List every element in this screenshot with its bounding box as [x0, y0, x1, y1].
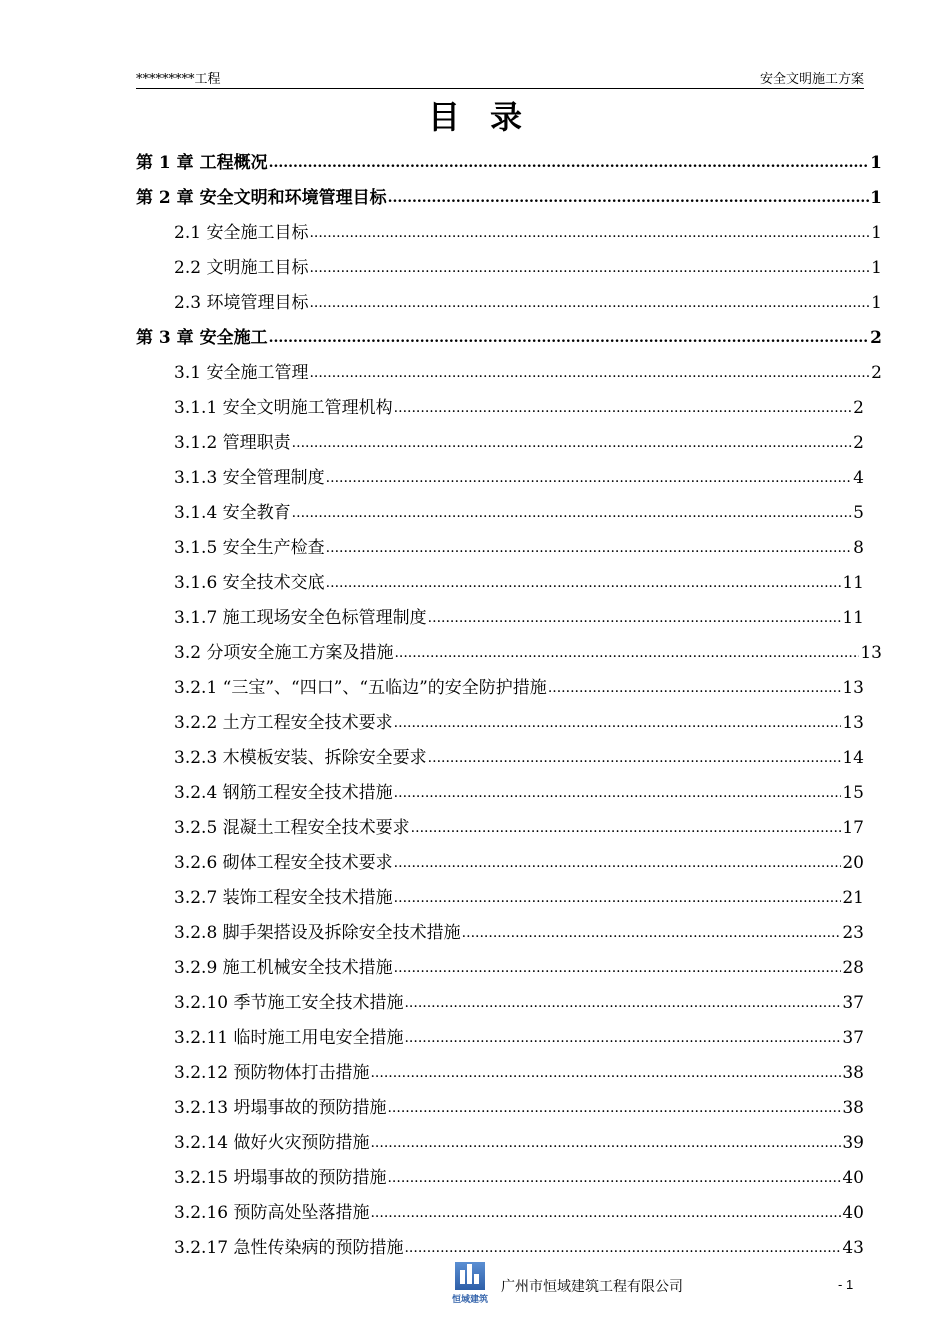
header-project-name: *********工程 [136, 72, 221, 87]
toc-dot-leader [326, 468, 853, 488]
page-footer [0, 1262, 950, 1312]
toc-entry[interactable] [136, 149, 882, 173]
toc-dot-leader [269, 328, 870, 348]
toc-entry-page: 17 [842, 818, 864, 838]
toc-dot-leader [326, 538, 853, 558]
toc-entry-page: 1 [871, 223, 882, 243]
toc-entry[interactable] [136, 324, 882, 348]
toc-dot-leader [370, 1203, 841, 1223]
toc-entry-label: 3.1.6 安全技术交底 [174, 573, 325, 593]
toc-entry-label: 3.2.7 装饰工程安全技术措施 [174, 888, 393, 908]
toc-entry[interactable] [174, 534, 864, 558]
company-name: 广州市恒域建筑工程有限公司 [501, 1279, 683, 1295]
toc-entry[interactable] [174, 1129, 864, 1153]
toc-entry-page: 2 [870, 328, 882, 348]
toc-dot-leader [394, 398, 853, 418]
toc-dot-leader [394, 783, 842, 803]
toc-entry[interactable] [174, 709, 864, 733]
toc-entry-page: 13 [842, 713, 864, 733]
toc-dot-leader [411, 818, 842, 838]
logo-text: 恒域建筑 [452, 1295, 489, 1305]
toc-entry[interactable] [174, 779, 864, 803]
toc-entry-label: 3.2.17 急性传染病的预防措施 [174, 1238, 404, 1258]
toc-entry[interactable] [174, 639, 882, 663]
toc-entry-page: 13 [842, 678, 864, 698]
toc-entry-page: 14 [842, 748, 864, 768]
toc-entry-page: 23 [842, 923, 864, 943]
header-document-title: 安全文明施工方案 [759, 72, 864, 87]
toc-entry-page: 20 [842, 853, 864, 873]
toc-entry-page: 28 [842, 958, 864, 978]
toc-entry-page: 13 [860, 643, 882, 663]
toc-entry-label: 2.3 环境管理目标 [174, 293, 309, 313]
toc-entry[interactable] [174, 814, 864, 838]
toc-dot-leader [428, 748, 842, 768]
toc-entry-page: 2 [853, 433, 864, 453]
toc-entry-label: 3.2.9 施工机械安全技术措施 [174, 958, 393, 978]
toc-entry-label: 3.2.4 钢筋工程安全技术措施 [174, 783, 393, 803]
toc-entry[interactable] [174, 254, 882, 278]
toc-entry-label: 3.2.14 做好火灾预防措施 [174, 1133, 370, 1153]
toc-entry-label: 3.2 分项安全施工方案及措施 [174, 643, 394, 663]
toc-entry[interactable] [174, 499, 864, 523]
toc-entry-label: 3.2.1 “三宝”、“四口”、“五临边”的安全防护措施 [174, 678, 547, 698]
toc-dot-leader [394, 643, 859, 663]
toc-entry[interactable] [174, 1094, 864, 1118]
toc-entry-page: 4 [853, 468, 864, 488]
toc-entry[interactable] [174, 1199, 864, 1223]
toc-entry-label: 3.2.16 预防高处坠落措施 [174, 1203, 370, 1223]
toc-entry[interactable] [174, 674, 864, 698]
toc-entry-page: 37 [842, 1028, 864, 1048]
toc-entry-label: 3.1.2 管理职责 [174, 433, 291, 453]
page-number: - 1 [838, 1277, 854, 1292]
toc-dot-leader [462, 923, 842, 943]
toc-entry-label: 3.2.6 砌体工程安全技术要求 [174, 853, 393, 873]
toc-dot-leader [404, 1028, 841, 1048]
toc-entry[interactable] [174, 1234, 864, 1258]
toc-entry-page: 38 [842, 1063, 864, 1083]
toc-entry[interactable] [174, 989, 864, 1013]
toc-dot-leader [388, 188, 870, 208]
toc-entry[interactable] [174, 1164, 864, 1188]
toc-entry[interactable] [174, 1059, 864, 1083]
toc-entry-label: 第 2 章 安全文明和环境管理目标 [136, 188, 387, 208]
page-header [136, 68, 864, 89]
toc-dot-leader [309, 363, 870, 383]
toc-entry[interactable] [174, 604, 864, 628]
toc-entry-label: 3.2.13 坍塌事故的预防措施 [174, 1098, 387, 1118]
toc-entry-label: 第 1 章 工程概况 [136, 153, 268, 173]
toc-entry[interactable] [174, 289, 882, 313]
toc-entry[interactable] [174, 429, 864, 453]
toc-entry-page: 2 [853, 398, 864, 418]
toc-dot-leader [269, 153, 870, 173]
toc-entry-page: 1 [871, 293, 882, 313]
toc-entry[interactable] [174, 744, 864, 768]
toc-dot-leader [309, 258, 870, 278]
toc-entry-label: 3.2.15 坍塌事故的预防措施 [174, 1168, 387, 1188]
toc-dot-leader [309, 293, 870, 313]
toc-dot-leader [370, 1063, 841, 1083]
toc-entry-page: 1 [871, 258, 882, 278]
toc-entry-page: 39 [842, 1133, 864, 1153]
toc-entry-label: 3.2.3 木模板安装、拆除安全要求 [174, 748, 427, 768]
toc-dot-leader [387, 1168, 841, 1188]
toc-entry-label: 3.2.10 季节施工安全技术措施 [174, 993, 404, 1013]
toc-entry[interactable] [174, 464, 864, 488]
toc-entry-page: 2 [871, 363, 882, 383]
toc-entry-label: 3.1.5 安全生产检查 [174, 538, 325, 558]
page-title: 目录 [427, 98, 552, 136]
toc-entry-page: 1 [870, 188, 882, 208]
toc-dot-leader [394, 888, 842, 908]
toc-entry-label: 3.2.12 预防物体打击措施 [174, 1063, 370, 1083]
toc-entry-label: 2.2 文明施工目标 [174, 258, 309, 278]
toc-entry-page: 40 [842, 1168, 864, 1188]
toc-entry-page: 21 [842, 888, 864, 908]
toc-entry-page: 43 [842, 1238, 864, 1258]
toc-entry-label: 3.1.4 安全教育 [174, 503, 291, 523]
toc-entry-label: 3.1.7 施工现场安全色标管理制度 [174, 608, 427, 628]
toc-entry-label: 3.2.8 脚手架搭设及拆除安全技术措施 [174, 923, 461, 943]
toc-entry-page: 15 [842, 783, 864, 803]
toc-entry[interactable] [174, 954, 864, 978]
toc-entry[interactable] [174, 849, 864, 873]
toc-entry[interactable] [174, 884, 864, 908]
toc-dot-leader [394, 853, 842, 873]
toc-entry[interactable] [174, 919, 864, 943]
toc-dot-leader [292, 433, 853, 453]
building-logo-icon [452, 1262, 488, 1304]
toc-entry-page: 40 [842, 1203, 864, 1223]
toc-dot-leader [326, 573, 842, 593]
toc-entry-page: 8 [853, 538, 864, 558]
toc-entry[interactable] [136, 184, 882, 208]
toc-dot-leader [387, 1098, 841, 1118]
toc-dot-leader [404, 993, 841, 1013]
toc-entry-label: 3.1.1 安全文明施工管理机构 [174, 398, 393, 418]
toc-dot-leader [394, 958, 842, 978]
toc-entry-page: 11 [842, 573, 864, 593]
toc-dot-leader [370, 1133, 841, 1153]
toc-entry[interactable] [174, 569, 864, 593]
toc-entry-page: 38 [842, 1098, 864, 1118]
toc-entry-page: 5 [853, 503, 864, 523]
toc-entry-page: 1 [870, 153, 882, 173]
toc-dot-leader [292, 503, 853, 523]
toc-entry-label: 2.1 安全施工目标 [174, 223, 309, 243]
toc-entry-label: 3.2.2 土方工程安全技术要求 [174, 713, 393, 733]
toc-entry[interactable] [174, 219, 882, 243]
toc-dot-leader [404, 1238, 841, 1258]
toc-entry-label: 3.2.11 临时施工用电安全措施 [174, 1028, 404, 1048]
toc-entry-label: 第 3 章 安全施工 [136, 328, 268, 348]
toc-entry[interactable] [174, 359, 882, 383]
toc-dot-leader [428, 608, 842, 628]
toc-dot-leader [394, 713, 842, 733]
toc-entry[interactable] [174, 394, 864, 418]
toc-entry-label: 3.1 安全施工管理 [174, 363, 309, 383]
toc-entry-label: 3.2.5 混凝土工程安全技术要求 [174, 818, 410, 838]
toc-entry-page: 37 [842, 993, 864, 1013]
toc-dot-leader [548, 678, 842, 698]
toc-entry-page: 11 [842, 608, 864, 628]
toc-dot-leader [309, 223, 870, 243]
toc-entry-label: 3.1.3 安全管理制度 [174, 468, 325, 488]
toc-entry[interactable] [174, 1024, 864, 1048]
